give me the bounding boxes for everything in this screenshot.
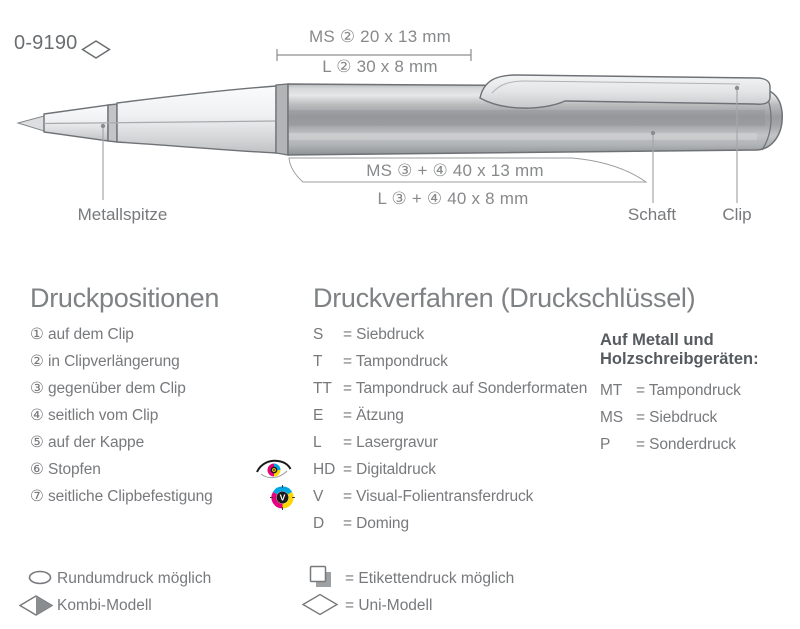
svg-text:V: V	[279, 492, 286, 503]
druckposition-item: ⑦ seitliche Clipbefestigung	[30, 488, 213, 505]
verfahren-label: = Lasergravur	[343, 434, 438, 451]
legend-etikett: = Etikettendruck möglich	[345, 570, 515, 587]
verfahren-code: L	[313, 434, 322, 451]
verfahren-code: T	[313, 353, 323, 370]
label-schaft: Schaft	[627, 205, 677, 224]
druckposition-item: ① auf dem Clip	[30, 326, 134, 343]
druckpositionen-title: Druckpositionen	[30, 283, 220, 313]
legend-uni: = Uni-Modell	[345, 597, 433, 614]
verfahren-row	[313, 483, 695, 510]
metall-code: MS	[600, 409, 624, 426]
druckposition-item: ③ gegenüber dem Clip	[30, 380, 186, 397]
dimension-mid-ms: MS ③ + ④ 40 x 13 mm	[366, 161, 544, 180]
metall-heading-line1: Auf Metall und	[600, 331, 714, 349]
druckposition-item: ⑤ auf der Kappe	[30, 434, 145, 451]
verfahren-label: = Tampondruck auf Sonderformaten	[343, 380, 588, 397]
verfahren-label: = Ätzung	[343, 407, 404, 424]
verfahren-label: = Siebdruck	[343, 326, 425, 343]
model-number: 0-9190	[14, 32, 78, 54]
cmyk-eye-icon	[255, 459, 295, 483]
rundumdruck-ellipse-icon	[28, 570, 52, 585]
druckverfahren-title: Druckverfahren (Druckschlüssel)	[313, 283, 696, 313]
metall-holz-section	[600, 331, 759, 458]
dimension-mid-l: L ③ + ④ 40 x 8 mm	[377, 189, 529, 208]
metall-label: = Sonderdruck	[636, 436, 736, 453]
metall-row	[600, 431, 759, 458]
verfahren-row	[313, 510, 695, 537]
metall-row	[600, 377, 759, 404]
verfahren-code: TT	[313, 380, 332, 397]
legend-rundumdruck: Rundumdruck möglich	[57, 570, 212, 587]
cmyk-v-circle-icon	[270, 485, 295, 510]
druckposition-item: ⑥ Stopfen	[30, 461, 101, 478]
etikettendruck-square-icon	[308, 564, 334, 590]
label-metallspitze: Metallspitze	[77, 205, 168, 224]
verfahren-code: HD	[313, 461, 336, 478]
metall-label: = Siebdruck	[636, 409, 718, 426]
verfahren-label: = Doming	[343, 515, 409, 532]
dimension-top-ms: MS ② 20 x 13 mm	[309, 27, 451, 46]
verfahren-code: E	[313, 407, 324, 424]
metall-code: MT	[600, 382, 623, 399]
druckposition-item: ② in Clipverlängerung	[30, 353, 180, 370]
verfahren-label: = Visual-Folientransferdruck	[343, 488, 534, 505]
metall-label: = Tampondruck	[636, 382, 741, 399]
metall-code: P	[600, 436, 611, 453]
model-diamond-icon	[81, 40, 111, 59]
verfahren-label: = Tampondruck	[343, 353, 448, 370]
druckpositionen-section	[30, 283, 219, 510]
verfahren-row	[313, 456, 695, 483]
dimension-top-l: L ② 30 x 8 mm	[322, 57, 438, 76]
verfahren-label: = Digitaldruck	[343, 461, 436, 478]
verfahren-code: V	[313, 488, 324, 505]
druckposition-item: ④ seitlich vom Clip	[30, 407, 159, 424]
verfahren-code: D	[313, 515, 325, 532]
metall-row	[600, 404, 759, 431]
verfahren-code: S	[313, 326, 324, 343]
metall-heading-line2: Holzschreibgeräten:	[600, 350, 759, 368]
uni-modell-diamond-icon	[301, 593, 339, 616]
kombi-modell-diamond-icon	[19, 595, 53, 616]
legend-kombi: Kombi-Modell	[57, 597, 152, 614]
label-clip: Clip	[722, 205, 752, 224]
